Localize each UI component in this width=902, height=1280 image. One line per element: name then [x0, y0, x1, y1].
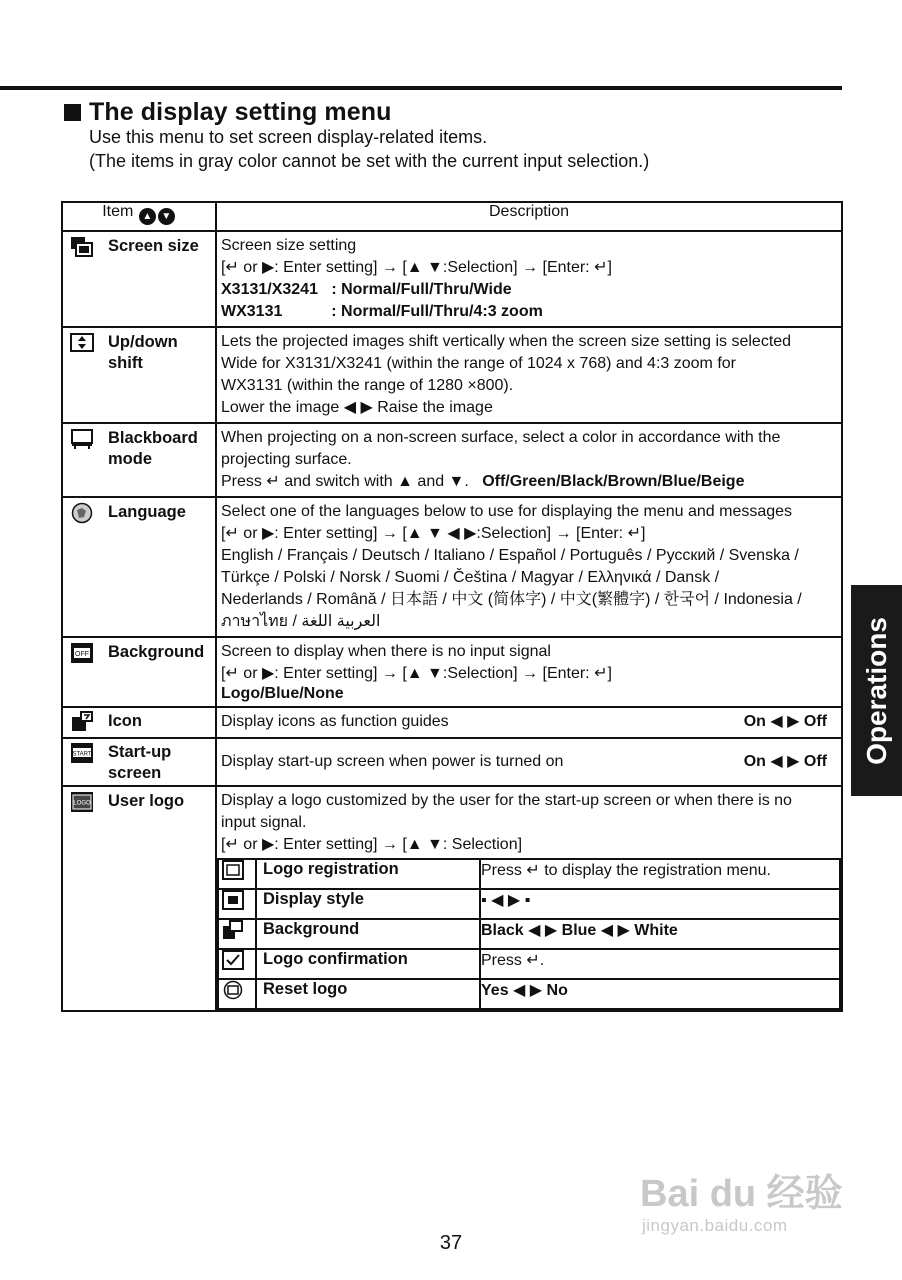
- header-item-cell: [62, 202, 216, 231]
- desc-line: Lower the image ◀ ▶ Raise the image: [221, 399, 493, 416]
- page-number: 37: [439, 1232, 463, 1254]
- desc-line: Display icons as function guides: [221, 713, 449, 730]
- desc-line: [↵ or ▶: Enter setting] → [▲ ▼:Selection] → [Enter: ↵]: [221, 665, 612, 682]
- desc-line: Screen to display when there is no input signal: [221, 643, 551, 660]
- desc-line: WX3131 (within the range of 1280 ×800).: [221, 377, 514, 394]
- table-header-row: [62, 202, 842, 231]
- desc-line: When projecting on a non-screen surface, select a color in accordance with the: [221, 429, 781, 446]
- item-name: Icon: [108, 712, 142, 730]
- language-list-line: Nederlands / Română / 日本語 / 中文 (简体字) / 中文(繁體字) / 한국어 / Indonesia /: [221, 591, 802, 608]
- desc-line: [↵ or ▶: Enter setting] → [▲ ▼ ◀ ▶:Selection] → [Enter: ↵]: [221, 525, 646, 542]
- table-row: [62, 786, 842, 1011]
- desc-line: input signal.: [221, 814, 307, 831]
- sub-item-name: Background: [256, 919, 480, 949]
- desc-line: Wide for X3131/X3241 (within the range of 1024 x 768) and 4:3 zoom for: [221, 355, 736, 372]
- sub-item-value: Press ↵.: [480, 949, 840, 979]
- start-up-icon: [70, 742, 94, 764]
- sub-item-name: Logo registration: [256, 859, 480, 889]
- logo-registration-icon: [222, 860, 244, 880]
- reset-logo-icon: [222, 980, 244, 1000]
- item-name: Start-up screen: [108, 743, 172, 782]
- sub-item-value: Yes ◀ ▶ No: [480, 979, 840, 1009]
- desc-line: Select one of the languages below to use for displaying the menu and messages: [221, 503, 793, 520]
- intro-line-1: Use this menu to set screen display-related items.: [89, 127, 488, 147]
- up-button-icon: ▲: [139, 208, 156, 225]
- icon-guide-icon: [70, 711, 94, 733]
- desc-line: Screen size setting: [221, 237, 357, 254]
- table-row: [62, 327, 842, 423]
- background-off-icon: [70, 642, 94, 664]
- desc-line: projecting surface.: [221, 451, 352, 468]
- item-name: Screen size: [108, 237, 199, 255]
- svg-text:LOGO: LOGO: [73, 800, 91, 807]
- language-icon: [70, 502, 94, 524]
- on-off-toggle: On ◀ ▶ Off: [743, 713, 827, 730]
- logo-confirmation-icon: [222, 950, 244, 970]
- language-list-line: Türkçe / Polski / Norsk / Suomi / Čeština / Magyar / Ελληνικά / Dansk /: [221, 569, 720, 586]
- item-name: User logo: [108, 792, 185, 810]
- side-tab-label: Operations: [860, 616, 892, 765]
- sub-item-name: Display style: [256, 889, 480, 919]
- language-list-line: ภาษาไทย / العربية اللغة: [221, 613, 381, 630]
- desc-line: Display a logo customized by the user for the start-up screen or when there is no: [221, 792, 792, 809]
- user-logo-icon: [70, 791, 94, 813]
- sub-item-value: ▪ ◀ ▶ ▪: [480, 889, 840, 919]
- watermark-url: jingyan.baidu.com: [642, 1216, 788, 1235]
- on-off-toggle: On ◀ ▶ Off: [743, 753, 827, 770]
- operations-side-tab: [851, 585, 902, 796]
- header-description: Description: [216, 202, 842, 231]
- section-title: The display setting menu: [89, 98, 392, 126]
- header-item-label: Item: [102, 203, 134, 220]
- screen-size-icon: [70, 236, 94, 258]
- table-row: [62, 707, 842, 738]
- desc-line: [↵ or ▶: Enter setting] → [▲ ▼: Selection]: [221, 836, 523, 853]
- item-name: Language: [108, 503, 186, 521]
- desc-line: [↵ or ▶: Enter setting] → [▲ ▼:Selection] → [Enter: ↵]: [221, 259, 612, 276]
- sub-item-value: Black ◀ ▶ Blue ◀ ▶ White: [480, 919, 840, 949]
- svg-text:OFF: OFF: [75, 651, 89, 658]
- table-row: [62, 497, 842, 637]
- desc-line: Press ↵ and switch with ▲ and ▼. Off/Green/Black/Brown/Blue/Beige: [221, 473, 745, 490]
- desc-line: Lets the projected images shift vertically when the screen size setting is selected: [221, 333, 792, 350]
- desc-line: WX3131 : Normal/Full/Thru/4:3 zoom: [221, 303, 543, 320]
- desc-line: Logo/Blue/None: [221, 685, 344, 702]
- top-rule: [0, 86, 842, 90]
- heading-square-icon: [64, 104, 81, 121]
- table-row: [62, 738, 842, 786]
- sub-item-name: Logo confirmation: [256, 949, 480, 979]
- display-style-icon: [222, 890, 244, 910]
- down-button-icon: ▼: [158, 208, 175, 225]
- desc-line: X3131/X3241 : Normal/Full/Thru/Wide: [221, 281, 512, 298]
- user-logo-sub-table: [217, 858, 841, 1010]
- desc-line: Display start-up screen when power is turned on: [221, 753, 564, 770]
- blackboard-icon: [70, 428, 94, 450]
- intro-line-2: (The items in gray color cannot be set with the current input selection.): [89, 151, 650, 171]
- item-name: Blackboard mode: [108, 429, 198, 468]
- item-name: Up/down shift: [108, 333, 178, 372]
- logo-background-icon: [222, 920, 244, 940]
- sub-item-row: [218, 919, 840, 949]
- svg-text:START: START: [72, 751, 92, 758]
- display-settings-table: [61, 201, 843, 1012]
- sub-item-name: Reset logo: [256, 979, 480, 1009]
- table-row: [62, 637, 842, 707]
- up-down-shift-icon: [70, 332, 94, 354]
- sub-item-row: [218, 889, 840, 919]
- table-row: [62, 423, 842, 497]
- sub-item-row: [218, 979, 840, 1009]
- language-list-line: English / Français / Deutsch / Italiano / Español / Português / Русский / Svenska /: [221, 547, 799, 564]
- table-row: [62, 231, 842, 327]
- sub-item-value: Press ↵ to display the registration menu.: [480, 859, 840, 889]
- section-heading: [64, 98, 391, 127]
- sub-item-row: [218, 949, 840, 979]
- item-name: Background: [108, 643, 205, 661]
- watermark-main: Bai du 经验: [640, 1173, 843, 1215]
- sub-item-row: [218, 859, 840, 889]
